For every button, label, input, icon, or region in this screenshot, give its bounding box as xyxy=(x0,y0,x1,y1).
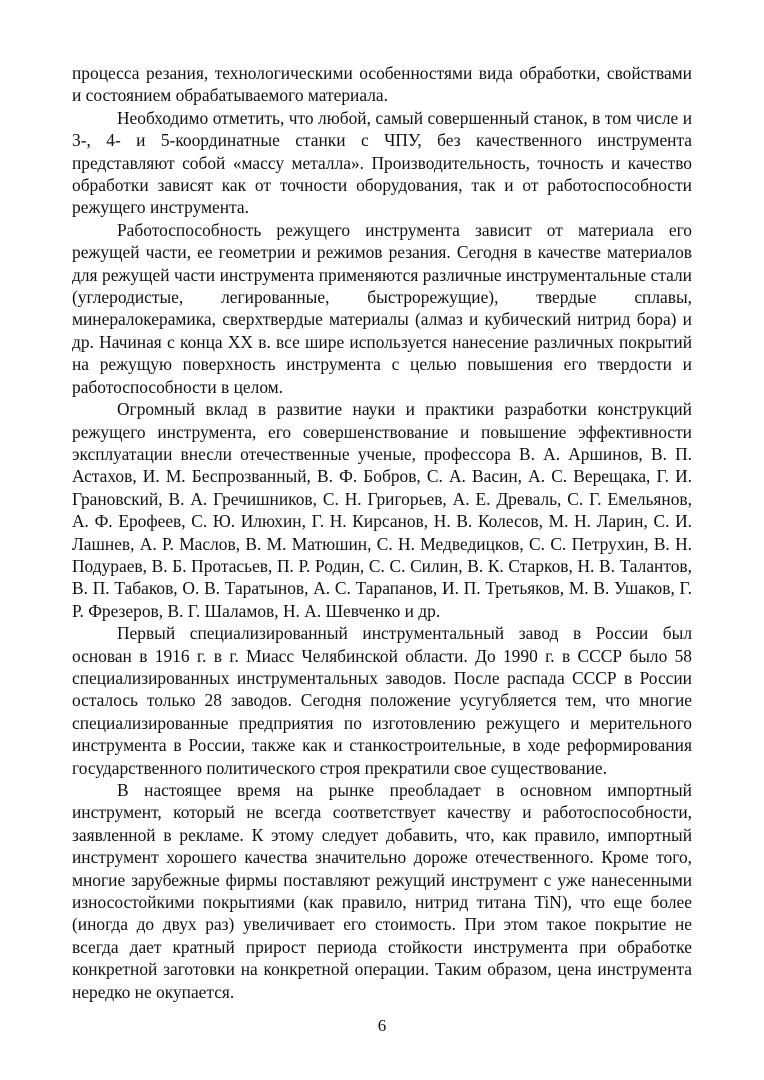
paragraph-scientists: Огромный вклад в развитие науки и практики разработки конструкций режущего инструмента, его совершенствование и повышение эффективности эксплуатации внесли отечественные ученые, профессора В. А. Аршинов, В. П. Астахов, И. М. Беспрозванный, В. Ф. Бобров, С. А. Васин, А. С. Верещака, Г. И. Грановский, В. А. Гречишников, С. Н. Григорьев, А. Е. Древаль, С. Г. Емельянов, А. Ф. Ерофеев, С. Ю. Илюхин, Г. Н. Кирсанов, Н. В. Колесов, М. Н. Ларин, С. И. Лашнев, А. Р. Маслов, В. М. Матюшин, С. Н. Медведицков, С. С. Петрухин, В. Н. Подураев, В. Б. Протасьев, П. Р. Родин, С. С. Силин, В. К. Старков, Н. В. Талантов, В. П. Табаков, О. В. Таратынов, А. С. Тарапанов, И. П. Третьяков, М. В. Ушаков, Г. Р. Фрезеров, В. Г. Шаламов, Н. А. Шевченко и др. xyxy=(72,399,692,621)
paragraph-import-market: В настоящее время на рынке преобладает в основном импортный инструмент, который не всегда соответствует качеству и работоспособности, заявленной в рекламе. К этому следует добавить, что, как правило, импортный инструмент хорошего качества значительно дороже отечественного. Кроме того, многие зарубежные фирмы поставляют режущий инструмент с уже нанесенными износостойкими покрытиями (как правило, нитрид титана TiN), что еще более (иногда до двух раз) увеличивает его стоимость. При этом такое покрытие не всегда дает кратный прирост периода стойкости инструмента при обработке конкретной заготовки на конкретной операции. Таким образом, цена инструмента нередко не окупается. xyxy=(72,780,692,1002)
paragraph-continuation: процесса резания, технологическими особенностями вида обработки, свойствами и состоянием обрабатываемого материала. xyxy=(72,63,692,106)
paragraph-tool-performance: Работоспособность режущего инструмента зависит от материала его режущей части, ее геометрии и режимов резания. Сегодня в качестве материалов для режущей части инструмента применяются различные инструментальные стали (углеродистые, легированные, быстрорежущие), твердые сплавы, минералокерамика, сверхтвердые материалы (алмаз и кубический нитрид бора) и др. Начиная с конца XX в. все шире используется нанесение различных покрытий на режущую поверхность инструмента с целью повышения его твердости и работоспособности в целом. xyxy=(72,219,692,397)
paragraph-first-plant: Первый специализированный инструментальный завод в России был основан в 1916 г. в г. Миасс Челябинской области. До 1990 г. в СССР было 58 специализированных инструментальных заводов. После распада СССР в России осталось только 28 заводов. Сегодня положение усугубляется тем, что многие специализированные предприятия по изготовлению режущего и мерительного инструмента в России, также как и станкостроительные, в ходе реформирования государственного политического строя прекратили свое существование. xyxy=(72,623,692,778)
paragraph-machine-tool: Необходимо отметить, что любой, самый совершенный станок, в том числе и 3-, 4- и 5-координатные станки с ЧПУ, без качественного инструмента представляют собой «массу металла». Производительность, точность и качество обработки зависят как от точности оборудования, так и от работоспособности режущего инструмента. xyxy=(72,107,692,218)
page-number: 6 xyxy=(377,1016,387,1035)
page-body xyxy=(72,62,692,1003)
